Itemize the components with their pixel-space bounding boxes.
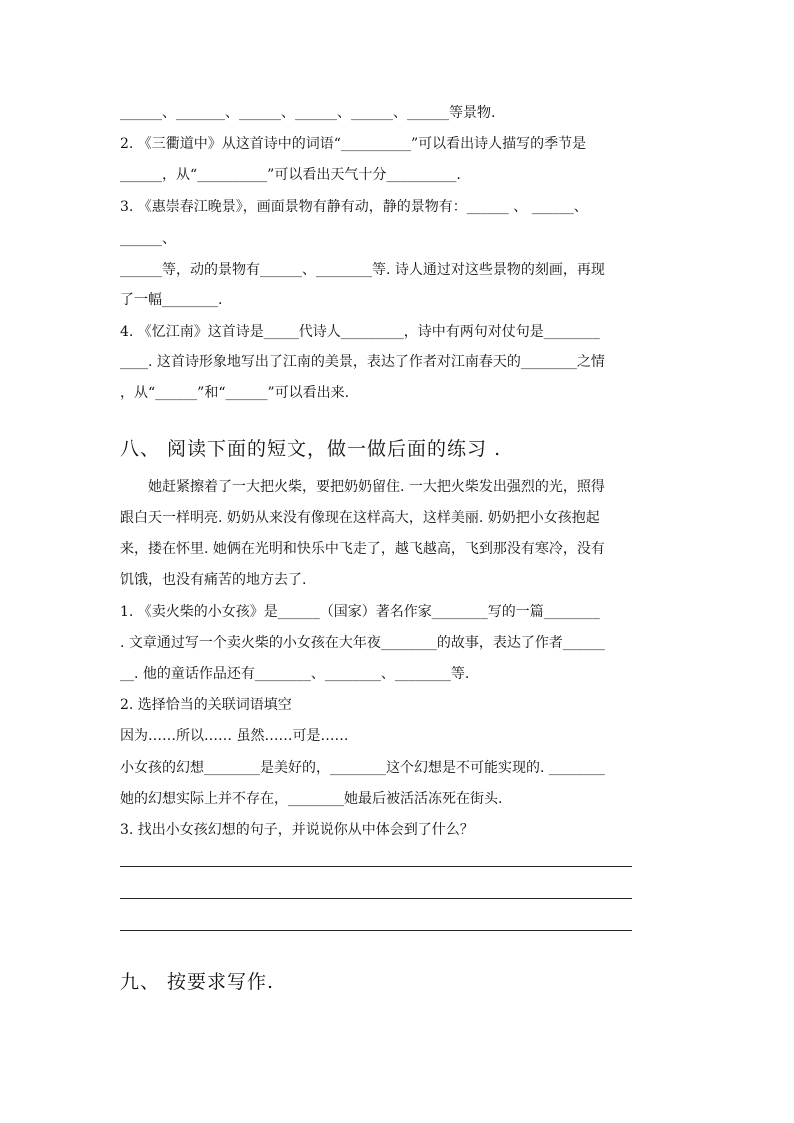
q4-line-1: 4. 《忆江南》这首诗是_____代诗人_________，诗中有两句对仗句是________ — [120, 324, 600, 340]
s8-q1-line-2: . 文章通过写一个卖火柴的小女孩在大年夜________的故事，表达了作者______ — [120, 635, 605, 651]
passage-line-4: 饥饿，也没有痛苦的地方去了. — [120, 572, 307, 588]
q3-line-2: ______、 — [120, 231, 176, 247]
s8-q2-line-1: 2. 选择恰当的关联词语填空 — [120, 697, 292, 713]
s8-q2-line-2: 小女孩的幻想________是美好的，________这个幻想是不可能实现的. ________ — [120, 760, 605, 776]
passage-line-2: 跟白天一样明亮. 奶奶从来没有像现在这样高大，这样美丽. 奶奶把小女孩抱起 — [120, 510, 600, 526]
s8-q1-line-3: __. 他的童话作品还有________、________、________等. — [120, 666, 470, 682]
q3-line-3: ______等，动的景物有______、________等. 诗人通过对这些景物的刻画，再现 — [120, 262, 605, 278]
q3-line-1: 3. 《惠崇春江晚景》，画面景物有静有动，静的景物有：______ 、 ______、 — [120, 199, 588, 215]
s8-q1-line-1: 1. 《卖火柴的小女孩》是______（国家）著名作家________写的一篇________ — [120, 604, 600, 620]
conjunction-options: 因为……所以…… 虽然……可是…… — [120, 728, 349, 744]
scenery-blanks-line: ______、_______、______、______、______、______等景物. — [120, 105, 496, 121]
section-9-heading: 九、 按要求写作. — [120, 971, 275, 993]
s8-q2-line-3: 她的幻想实际上并不存在，________她最后被活活冻死在街头. — [120, 791, 503, 807]
passage-line-1: 她赶紧擦着了一大把火柴，要把奶奶留住. 一大把火柴发出强烈的光，照得 — [120, 479, 605, 495]
q4-line-2: ____. 这首诗形象地写出了江南的美景，表达了作者对江南春天的________之情 — [120, 354, 605, 370]
answer-line — [120, 898, 632, 899]
q3-line-4: 了一幅________. — [120, 292, 223, 308]
section-8-heading: 八、 阅读下面的短文，做一做后面的练习 . — [120, 438, 502, 460]
s8-q3-line-1: 3. 找出小女孩幻想的句子，并说说你从中体会到了什么？ — [120, 822, 474, 838]
answer-line — [120, 866, 632, 867]
q4-line-3: ，从“______”和“______”可以看出来. — [120, 385, 350, 401]
answer-line — [120, 930, 632, 931]
q2-line-1: 2. 《三衢道中》从这首诗中的词语“__________”可以看出诗人描写的季节是 — [120, 136, 587, 152]
q2-line-2: ______，从“__________”可以看出天气十分__________. — [120, 167, 461, 183]
passage-line-3: 来，搂在怀里. 她俩在光明和快乐中飞走了，越飞越高，飞到那没有寒冷，没有 — [120, 541, 605, 557]
